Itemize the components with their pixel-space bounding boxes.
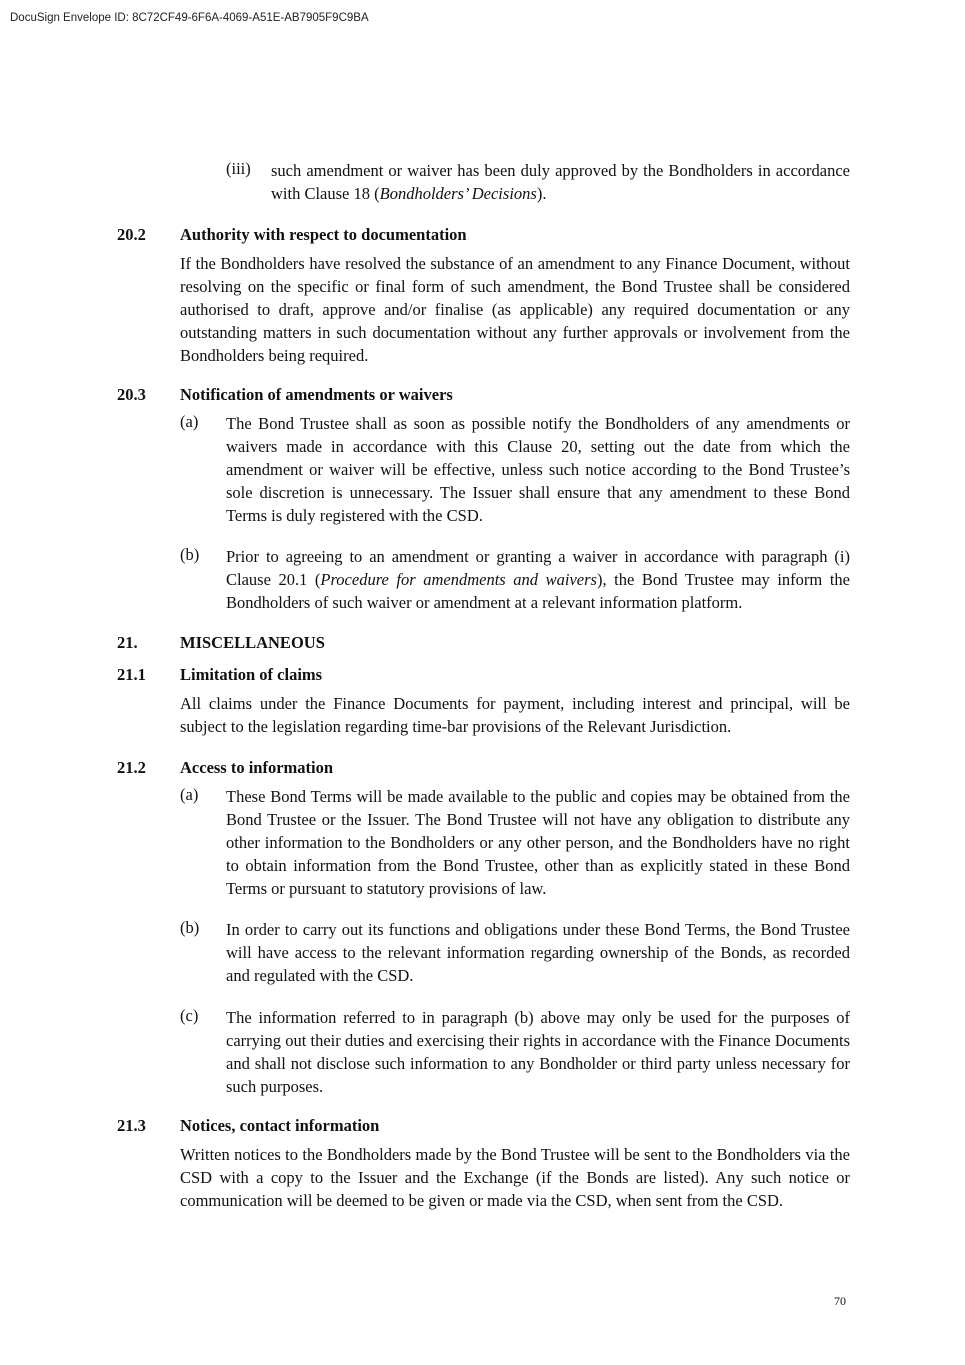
- section-21-number: 21.: [117, 633, 138, 652]
- section-21-3-heading: Notices, contact information: [180, 1116, 380, 1135]
- section-21-2-a-text: These Bond Terms will be made available to the public and copies may be obtained from the Bond Trustee or the Issuer. The Bond Trustee will not have any obligation to distribute any other information to the Bondholders or any other person, and the Bondholders have no right to obtain information from the Bond Trustee, other than as explicitly stated in these Bond Terms or pursuant to statutory provisions of law.: [226, 787, 850, 898]
- section-21-2-a-label: (a): [180, 785, 199, 804]
- page-number: 70: [834, 1294, 846, 1308]
- section-21-2-c-text: The information referred to in paragraph (b) above may only be used for the purposes of carrying out their duties and exercising their rights in accordance with the Finance Documents and shall not disclose such information to any Bondholder or third party unless necessary for such purposes.: [226, 1008, 850, 1096]
- section-21-1-heading: Limitation of claims: [180, 665, 323, 684]
- item-iii-label: (iii): [226, 159, 251, 178]
- section-21-3-body: Written notices to the Bondholders made by the Bond Trustee will be sent to the Bondholders via the CSD with a copy to the Issuer and the Exchange (if the Bonds are listed). Any such notice or communication will be deemed to be given or made via the CSD, when sent from the CSD.: [180, 1145, 850, 1210]
- section-20-3-b-label: (b): [180, 545, 200, 564]
- section-21-2-c-label: (c): [180, 1006, 199, 1025]
- section-20-2-number: 20.2: [117, 225, 146, 244]
- section-20-3-b-text: Prior to agreeing to an amendment or granting a waiver in accordance with paragraph (i) Clause 20.1 (Procedure for amendments and waivers), the Bond Trustee may inform the Bondholders of such waiver or amendment at a relevant information platform.: [226, 547, 850, 612]
- section-21-heading: MISCELLANEOUS: [180, 633, 325, 652]
- section-21-1-number: 21.1: [117, 665, 146, 684]
- section-21-2-b-label: (b): [180, 918, 200, 937]
- section-21-2-b-text: In order to carry out its functions and obligations under these Bond Terms, the Bond Trustee will have access to the relevant information regarding ownership of the Bonds, as recorded and regulated with the CSD.: [226, 920, 850, 985]
- section-21-2-heading: Access to information: [180, 758, 334, 777]
- section-20-3-heading: Notification of amendments or waivers: [180, 385, 453, 404]
- section-20-3-a-text: The Bond Trustee shall as soon as possible notify the Bondholders of any amendments or waivers made in accordance with this Clause 20, setting out the date from which the amendment or waiver will be effective, unless such notice according to the Bond Trustee’s sole discretion is unnecessary. The Issuer shall ensure that any amendment to these Bond Terms is duly registered with the CSD.: [226, 414, 850, 525]
- section-20-2-body: If the Bondholders have resolved the substance of an amendment to any Finance Document, without resolving on the specific or final form of such amendment, the Bond Trustee shall be considered authorised to draft, approve and/or finalise (as applicable) any required documentation or any outstanding matters in such documentation without any further approvals or involvement from the Bondholders being required.: [180, 254, 850, 365]
- section-20-2-heading: Authority with respect to documentation: [180, 225, 467, 244]
- docusign-envelope-id: DocuSign Envelope ID: 8C72CF49-6F6A-4069-A51E-AB7905F9C9BA: [10, 12, 369, 24]
- section-21-3-number: 21.3: [117, 1116, 146, 1135]
- section-20-3-a-label: (a): [180, 412, 199, 431]
- item-iii-text: such amendment or waiver has been duly approved by the Bondholders in accordance with Clause 18 (Bondholders’ Decisions).: [271, 161, 850, 203]
- section-21-2-number: 21.2: [117, 758, 146, 777]
- section-21-1-body: All claims under the Finance Documents for payment, including interest and principal, will be subject to the legislation regarding time-bar provisions of the Relevant Jurisdiction.: [180, 694, 850, 736]
- section-20-3-number: 20.3: [117, 385, 146, 404]
